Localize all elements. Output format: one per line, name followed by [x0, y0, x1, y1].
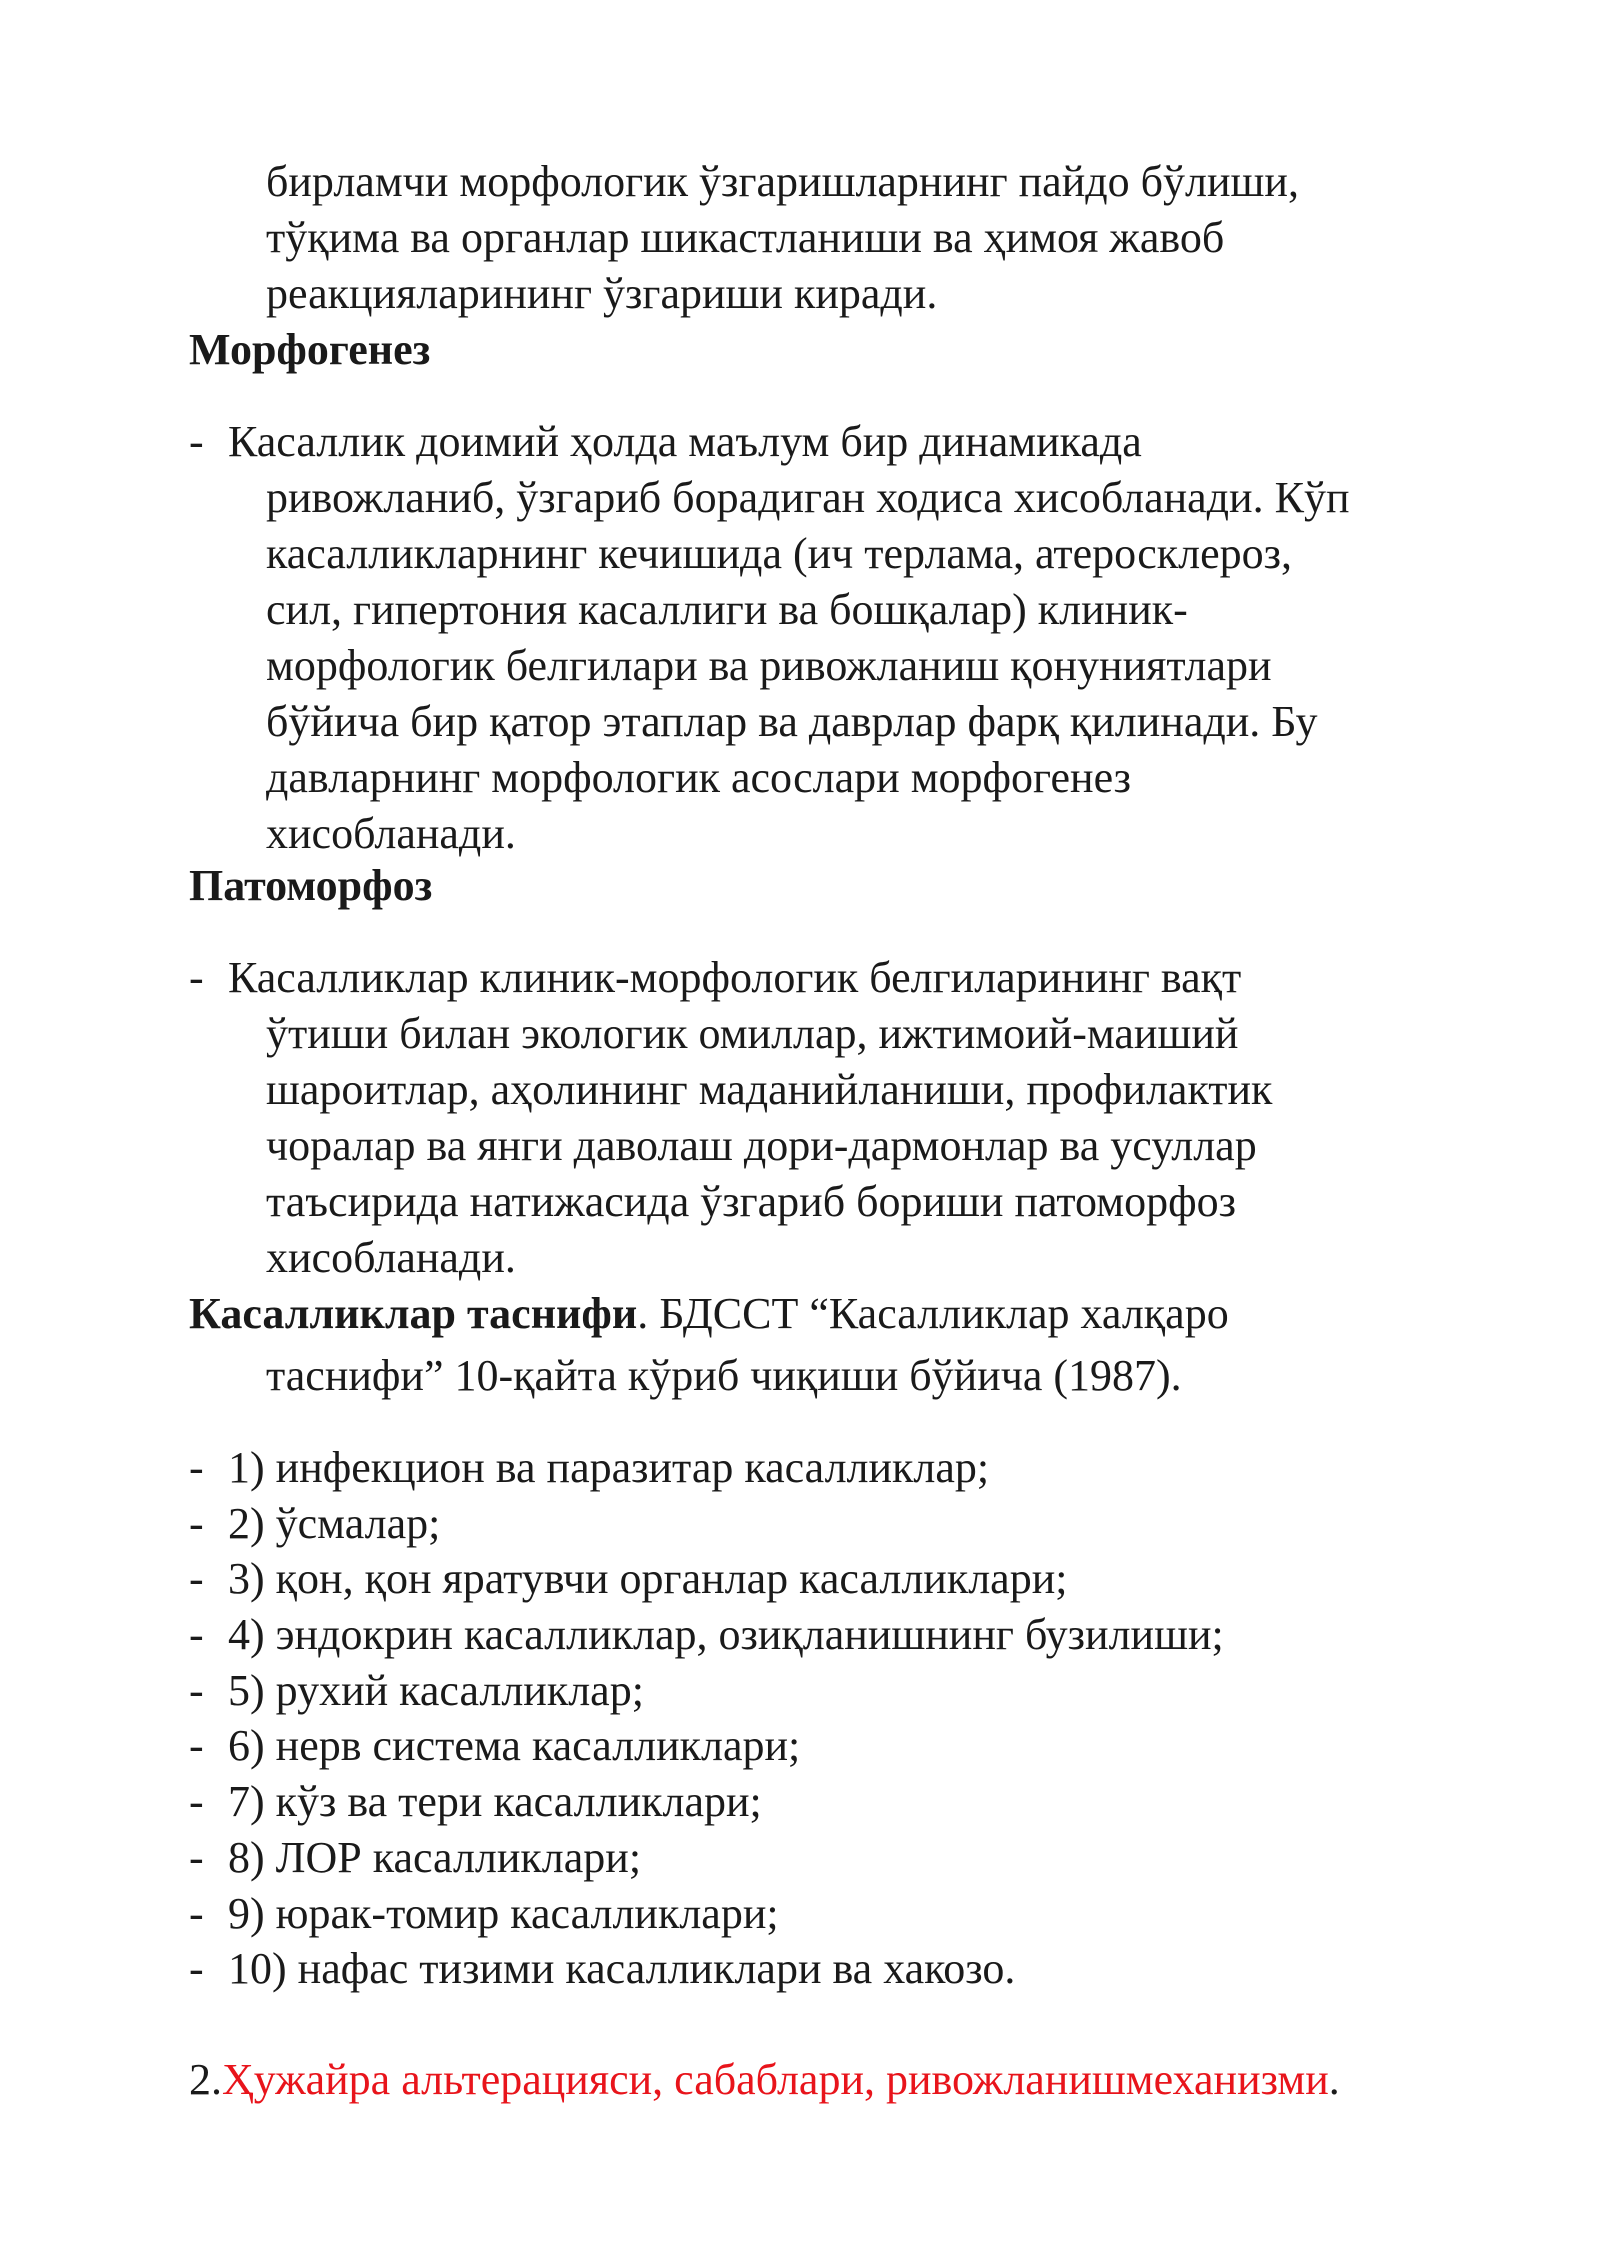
- paragraph-line: ўтиши билан экологик омиллар, ижтимоий-маиший: [266, 1009, 1239, 1058]
- morphogenesis-heading: Морфогенез: [189, 325, 431, 374]
- list-item: [189, 1886, 1489, 1942]
- list-item-text: 1) инфекцион ва паразитар касалликлар;: [228, 1443, 990, 1492]
- paragraph-line: [189, 414, 1489, 470]
- intro-line: реакцияларининг ўзгариши киради.: [266, 269, 938, 318]
- bullet-dash: -: [189, 1554, 204, 1604]
- list-item-text: 3) қон, қон яратувчи органлар касалликлари;: [228, 1554, 1068, 1604]
- bullet-dash: -: [189, 1665, 204, 1715]
- list-item: [189, 1607, 1489, 1663]
- intro-line: тўқима ва органлар шикастланиши ва ҳимоя жавоб: [266, 213, 1225, 262]
- paragraph-line: хисобланади.: [266, 809, 516, 858]
- pathomorphosis-heading: Патоморфоз: [189, 861, 433, 910]
- paragraph-line: касалликларнинг кечишида (ич терлама, атеросклероз,: [266, 529, 1293, 578]
- bullet-dash: -: [189, 1777, 204, 1827]
- paragraph-line: [189, 950, 1489, 1006]
- bullet-dash: -: [189, 1610, 204, 1660]
- bullet-dash: -: [189, 417, 204, 466]
- bullet-dash: -: [189, 1888, 204, 1938]
- list-item: [189, 1551, 1489, 1607]
- paragraph-text: Касалликлар клиник-морфологик белгиларининг вақт: [228, 953, 1242, 1002]
- bullet-dash: -: [189, 1944, 204, 1994]
- paragraph-line: сил, гипертония касаллиги ва бошқалар) клиник-: [266, 585, 1188, 634]
- list-item-text: 7) кўз ва тери касалликлари;: [228, 1777, 762, 1827]
- list-item: [189, 1774, 1489, 1830]
- bullet-dash: -: [189, 1498, 204, 1548]
- paragraph-line: таъсирида натижасида ўзгариб бориши патоморфоз: [266, 1177, 1236, 1226]
- paragraph-text: Касаллик доимий ҳолда маълум бир динамикада: [228, 417, 1142, 466]
- list-item-text: 9) юрак-томир касалликлари;: [228, 1888, 779, 1938]
- bullet-dash: -: [189, 953, 204, 1002]
- classification-line-2: таснифи” 10-қайта кўриб чиқиши бўйича (1987).: [266, 1351, 1182, 1400]
- list-item: [189, 1496, 1489, 1552]
- list-item-text: 2) ўсмалар;: [228, 1498, 441, 1548]
- list-item-text: 5) рухий касалликлар;: [228, 1665, 644, 1715]
- morphogenesis-paragraph: [189, 414, 1489, 862]
- section-period: .: [1328, 2055, 1340, 2104]
- list-item-text: 6) нерв система касалликлари;: [228, 1721, 801, 1771]
- paragraph-line: шароитлар, аҳолининг маданийланиши, профилактик: [266, 1065, 1273, 1114]
- list-item-text: 4) эндокрин касалликлар, озиқланишнинг бузилиши;: [228, 1610, 1224, 1660]
- paragraph-line: бўйича бир қатор этаплар ва даврлар фарқ қилинади. Бу: [266, 697, 1318, 746]
- classification-title: Касалликлар таснифи: [189, 1289, 638, 1338]
- pathomorphosis-paragraph: [189, 950, 1489, 1286]
- paragraph-line: давларнинг морфологик асослари морфогенез: [266, 753, 1132, 802]
- section-number: 2.: [189, 2055, 222, 2104]
- intro-continuation: [266, 154, 1566, 322]
- list-item: [189, 1663, 1489, 1719]
- paragraph-line: ривожланиб, ўзгариб борадиган ходиса хисобланади. Кўп: [266, 473, 1350, 522]
- list-item: [189, 1830, 1489, 1886]
- list-item: [189, 1718, 1489, 1774]
- classification-list: [189, 1440, 1489, 1997]
- classification-line: [189, 1286, 1489, 1342]
- bullet-dash: -: [189, 1721, 204, 1771]
- bullet-dash: -: [189, 1443, 204, 1492]
- paragraph-line: хисобланади.: [266, 1233, 516, 1282]
- list-item-text: 10) нафас тизими касалликлари ва хакозо.: [228, 1944, 1016, 1994]
- list-item-text: 8) ЛОР касалликлари;: [228, 1832, 642, 1882]
- intro-line: бирламчи морфологик ўзгаришларнинг пайдо бўлиши,: [266, 157, 1299, 206]
- paragraph-line: чоралар ва янги даволаш дори-дармонлар ва усуллар: [266, 1121, 1257, 1170]
- list-item: [189, 1440, 1489, 1496]
- paragraph-line: морфологик белгилари ва ривожланиш қонуниятлари: [266, 641, 1272, 690]
- section-title: Ҳужайра альтерацияси, сабаблари, ривожланишмеханизми: [222, 2055, 1329, 2104]
- classification-text: . БДССТ “Касалликлар халқаро: [637, 1289, 1229, 1338]
- list-item: [189, 1941, 1489, 1997]
- bullet-dash: -: [189, 1832, 204, 1882]
- section-heading: [189, 2052, 1489, 2108]
